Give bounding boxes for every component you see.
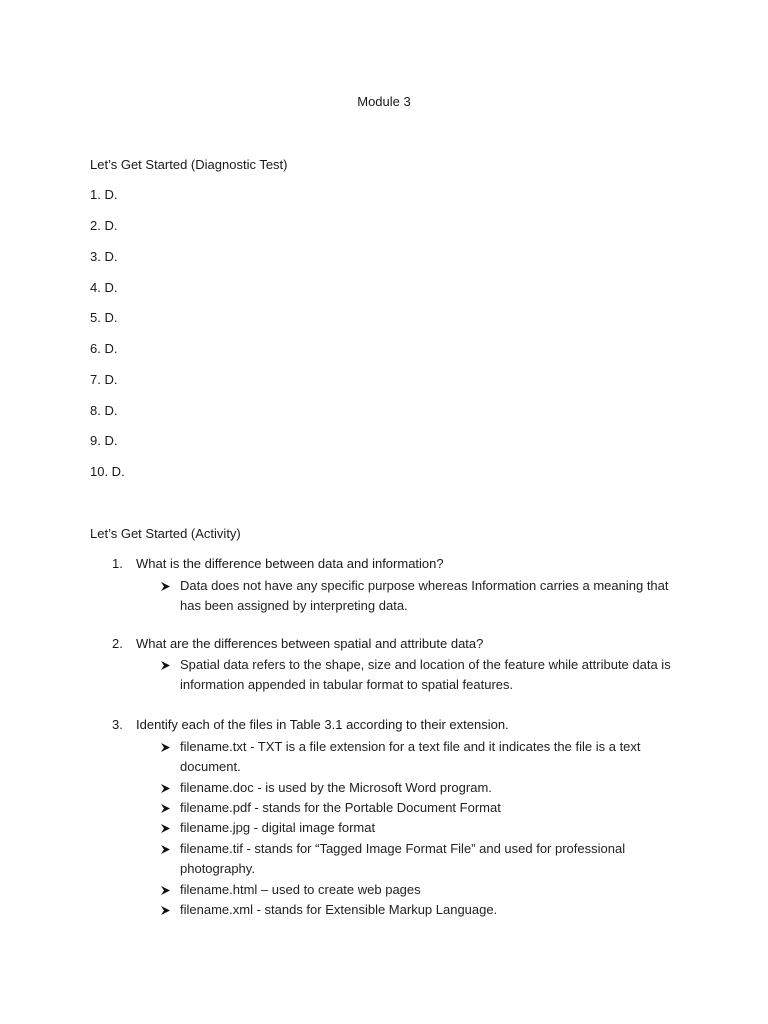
answer-bullet <box>160 655 680 695</box>
answer-bullet <box>160 900 680 920</box>
question-number: 2. <box>112 636 123 651</box>
answer-bullet <box>160 737 680 777</box>
bullet-text: filename.tif - stands for “Tagged Image Format File” and used for professional photography. <box>180 841 626 876</box>
question-text: What are the differences between spatial and attribute data? <box>136 636 484 651</box>
arrow-bullet-icon <box>160 818 174 838</box>
bullet-text: filename.jpg - digital image format <box>180 820 376 835</box>
diagnostic-answer: 7. D. <box>90 372 118 387</box>
bullet-text: Spatial data refers to the shape, size and location of the feature while attribute data is information appended in tabular format to spatial features. <box>180 657 671 692</box>
diagnostic-heading: Let’s Get Started (Diagnostic Test) <box>90 157 288 172</box>
question-text: What is the difference between data and information? <box>136 556 444 571</box>
answer-bullet <box>160 880 680 900</box>
answer-bullet <box>160 798 680 818</box>
activity-question <box>112 636 712 651</box>
bullet-text: filename.txt - TXT is a file extension for a text file and it indicates the file is a text document. <box>180 739 641 774</box>
bullet-text: filename.xml - stands for Extensible Markup Language. <box>180 902 498 917</box>
diagnostic-answer: 10. D. <box>90 464 125 479</box>
arrow-bullet-icon <box>160 778 174 798</box>
diagnostic-answer: 3. D. <box>90 249 118 264</box>
bullet-text: Data does not have any specific purpose whereas Information carries a meaning that has been assigned by interpreting data. <box>180 578 669 613</box>
bullet-text: filename.html – used to create web pages <box>180 882 421 897</box>
diagnostic-answer: 9. D. <box>90 433 118 448</box>
question-number: 3. <box>112 717 123 732</box>
arrow-bullet-icon <box>160 839 174 859</box>
question-text: Identify each of the files in Table 3.1 according to their extension. <box>136 717 509 732</box>
question-number: 1. <box>112 556 123 571</box>
answer-bullet <box>160 778 680 798</box>
answer-bullet <box>160 576 680 616</box>
arrow-bullet-icon <box>160 655 174 675</box>
answer-bullet <box>160 818 680 838</box>
diagnostic-answer: 5. D. <box>90 310 118 325</box>
arrow-bullet-icon <box>160 576 174 596</box>
arrow-bullet-icon <box>160 900 174 920</box>
activity-heading: Let’s Get Started (Activity) <box>90 526 241 541</box>
diagnostic-answer: 6. D. <box>90 341 118 356</box>
arrow-bullet-icon <box>160 880 174 900</box>
activity-question <box>112 717 712 732</box>
diagnostic-answer: 8. D. <box>90 403 118 418</box>
arrow-bullet-icon <box>160 737 174 757</box>
answer-bullet <box>160 839 680 879</box>
diagnostic-answer: 2. D. <box>90 218 118 233</box>
arrow-bullet-icon <box>160 798 174 818</box>
bullet-text: filename.doc - is used by the Microsoft Word program. <box>180 780 492 795</box>
activity-question <box>112 556 712 571</box>
bullet-text: filename.pdf - stands for the Portable Document Format <box>180 800 501 815</box>
document-title: Module 3 <box>357 94 411 109</box>
diagnostic-answer: 1. D. <box>90 187 118 202</box>
diagnostic-answer: 4. D. <box>90 280 118 295</box>
